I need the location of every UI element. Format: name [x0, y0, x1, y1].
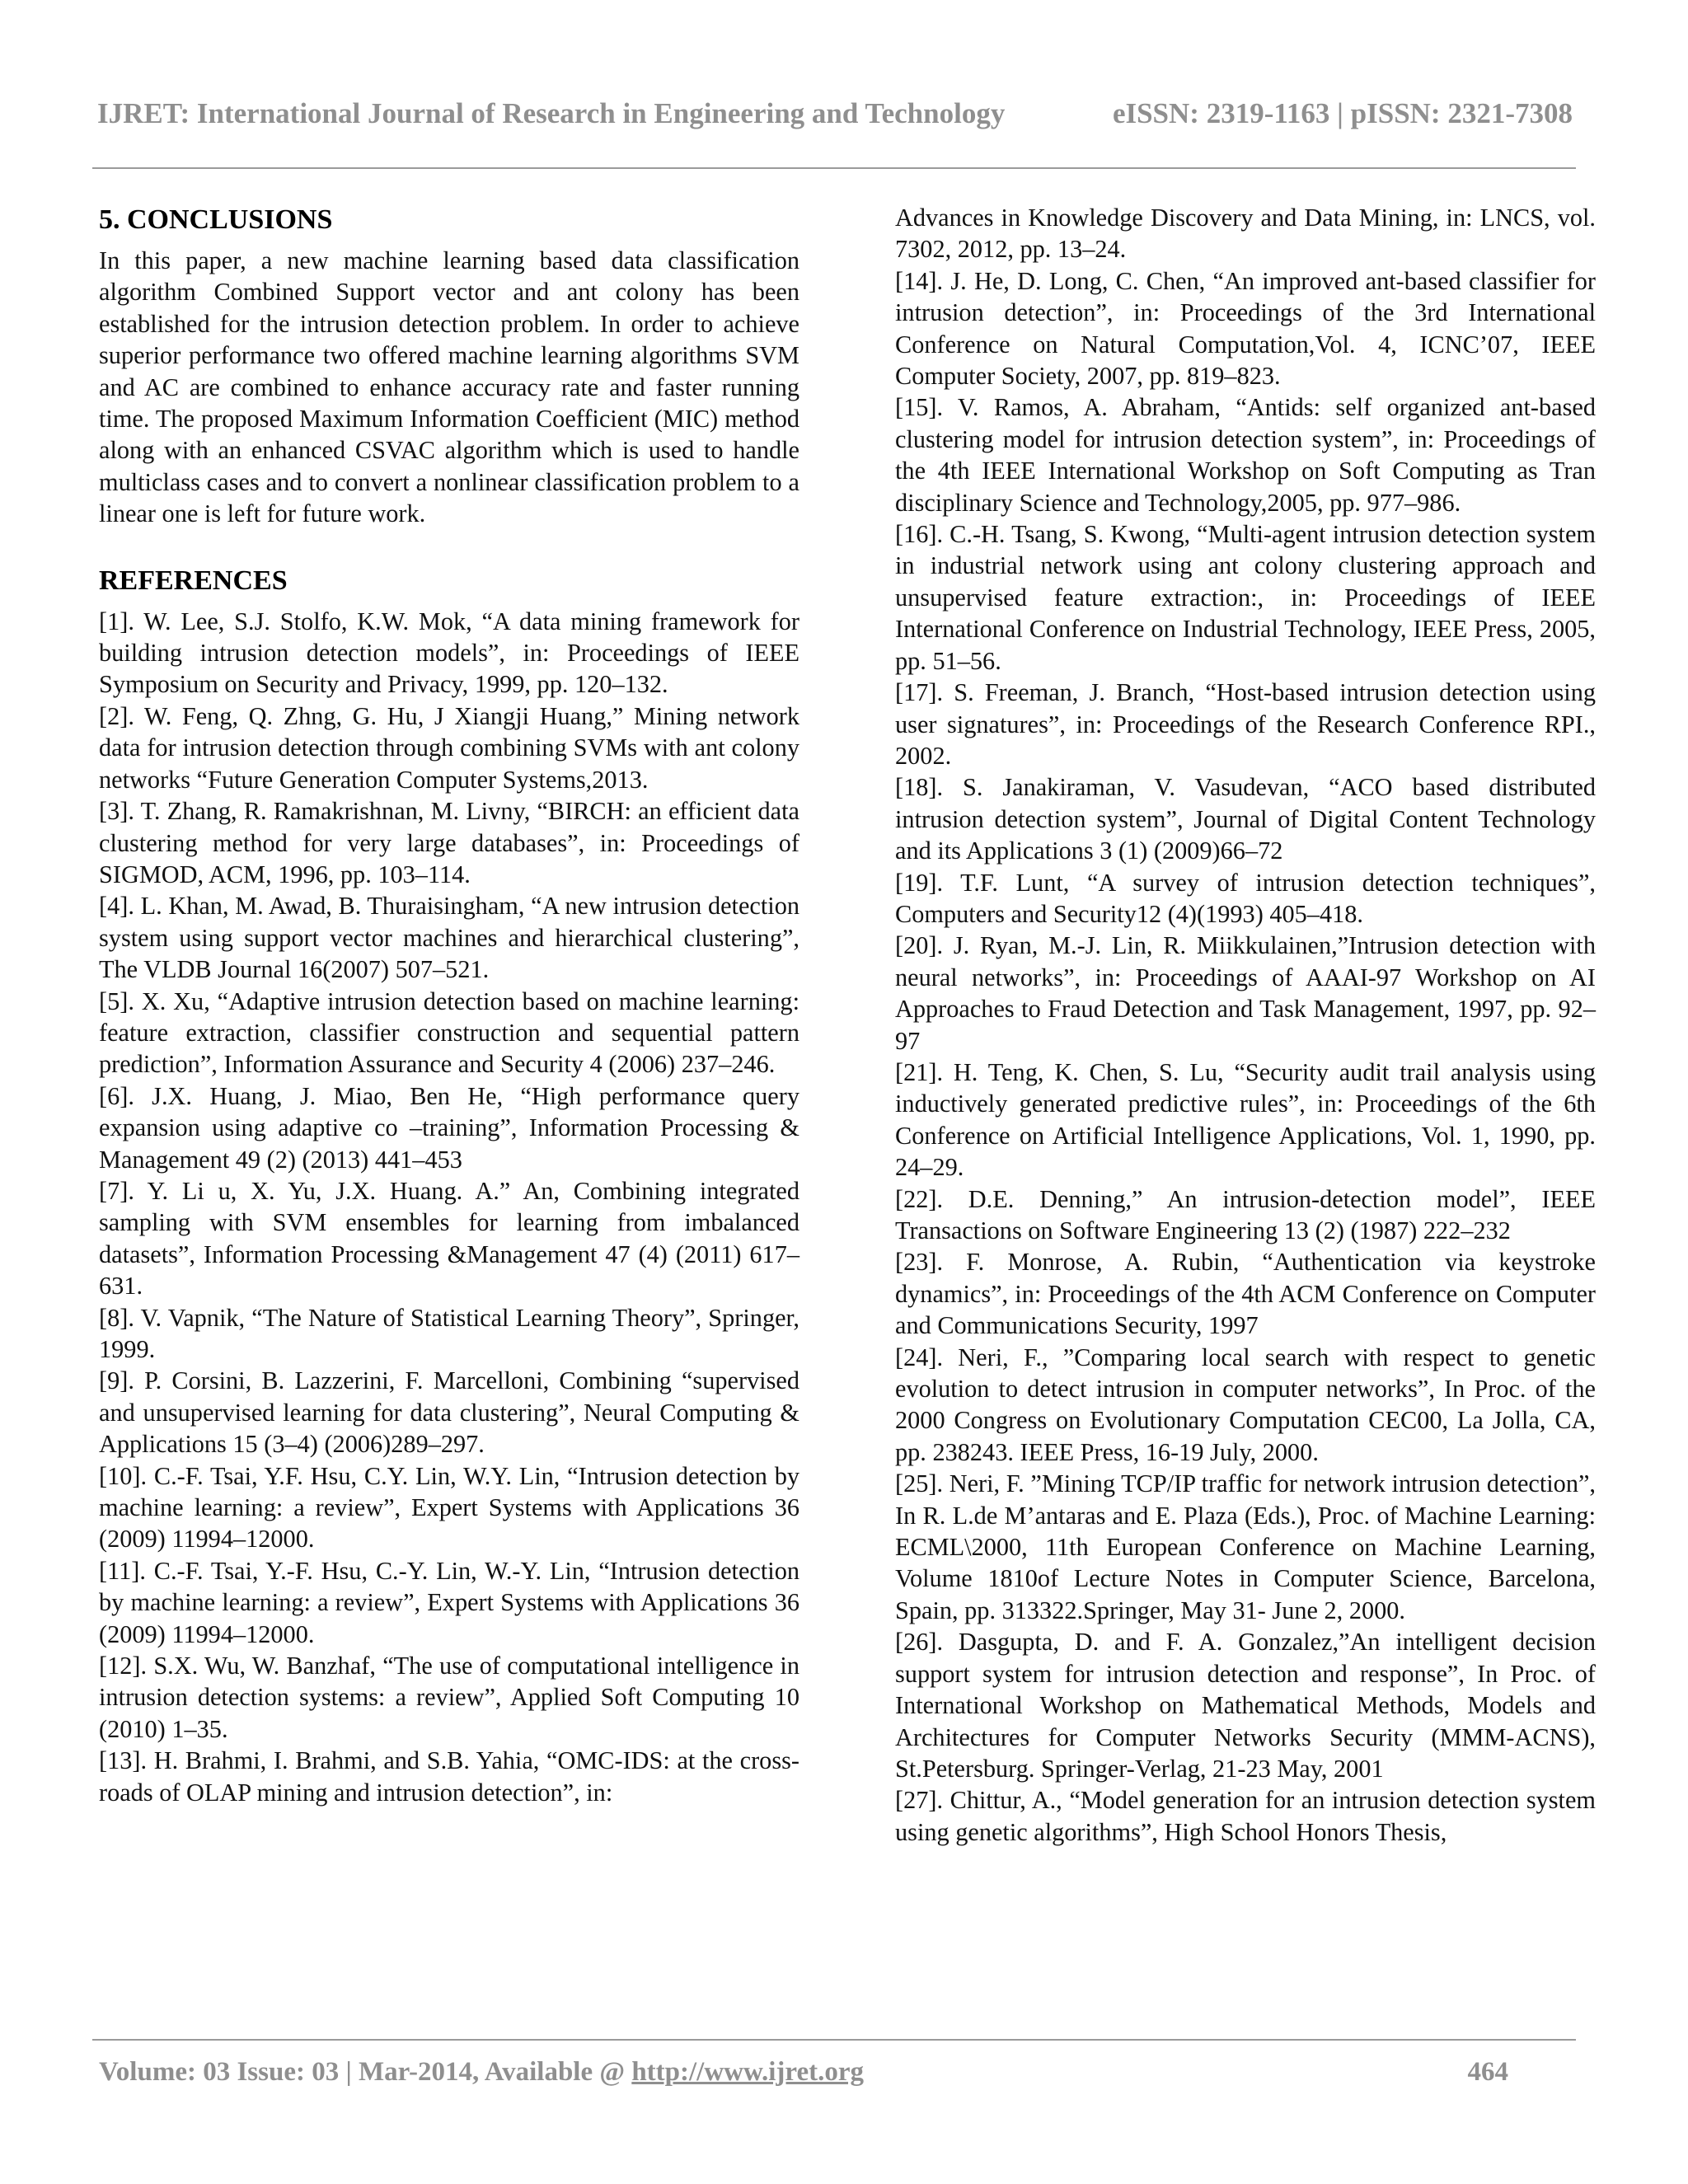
reference-item: [18]. S. Janakiraman, V. Vasudevan, “ACO based distributed intrusion detection system”, Journal of Digital Content Technology and its Applications 3 (1) (2009)66–72: [895, 773, 1596, 865]
conclusions-paragraph: In this paper, a new machine learning based data classification algorithm Combined Support vector and ant colony has been established for the intrusion detection problem. In order to achieve superior performance two offered machine learning algorithms SVM and AC are combined to enhance accuracy rate and faster running time. The proposed Maximum Information Coefficient (MIC) method along with an enhanced CSVAC algorithm which is used to handle multiclass cases and to convert a nonlinear classification problem to a linear one is left for future work.: [99, 246, 799, 528]
reference-item: [17]. S. Freeman, J. Branch, “Host-based intrusion detection using user signatures”, in: Proceedings of the Research Conference RPI., 2002.: [895, 678, 1596, 770]
reference-item: [1]. W. Lee, S.J. Stolfo, K.W. Mok, “A data mining framework for building intrusion detection models”, in: Proceedings of IEEE Symposium on Security and Privacy, 1999, pp. 120–132.: [99, 607, 799, 699]
reference-item: [8]. V. Vapnik, “The Nature of Statistical Learning Theory”, Springer, 1999.: [99, 1303, 799, 1363]
reference-item: [9]. P. Corsini, B. Lazzerini, F. Marcelloni, Combining “supervised and unsupervised learning for data clustering”, Neural Computing & Applications 15 (3–4) (2006)289–297.: [99, 1366, 799, 1459]
reference-item: [10]. C.-F. Tsai, Y.F. Hsu, C.Y. Lin, W.Y. Lin, “Intrusion detection by machine learning: a review”, Expert Systems with Applications 36 (2009) 11994–12000.: [99, 1461, 799, 1554]
reference-item: Advances in Knowledge Discovery and Data Mining, in: LNCS, vol. 7302, 2012, pp. 13–24.: [895, 204, 1596, 264]
left-column: [99, 202, 799, 1808]
conclusions-heading: 5. CONCLUSIONS: [99, 204, 333, 235]
reference-item: [5]. X. Xu, “Adaptive intrusion detection based on machine learning: feature extraction, classifier construction and sequential pattern prediction”, Information Assurance and Security 4 (2006) 237–246.: [99, 987, 799, 1079]
references-heading: REFERENCES: [99, 565, 288, 596]
reference-item: [4]. L. Khan, M. Awad, B. Thuraisingham, “A new intrusion detection system using support vector machines and hierarchical clustering”, The VLDB Journal 16(2007) 507–521.: [99, 892, 799, 984]
volume-text: Volume: 03 Issue: 03 | Mar-2014, Available @: [99, 2057, 632, 2087]
page-footer: [99, 2057, 1508, 2093]
reference-item: [23]. F. Monrose, A. Rubin, “Authentication via keystroke dynamics”, in: Proceedings of the 4th ACM Conference on Computer and Communications Security, 1997: [895, 1248, 1596, 1340]
reference-item: [20]. J. Ryan, M.-J. Lin, R. Miikkulainen,”Intrusion detection with neural networks”, in: Proceedings of AAAI-97 Workshop on AI Approaches to Fraud Detection and Task Management, 1997, pp. 92–97: [895, 931, 1596, 1055]
reference-item: [22]. D.E. Denning,” An intrusion-detection model”, IEEE Transactions on Software Engineering 13 (2) (1987) 222–232: [895, 1184, 1596, 1244]
reference-item: [12]. S.X. Wu, W. Banzhaf, “The use of computational intelligence in intrusion detection systems: a review”, Applied Soft Computing 10 (2010) 1–35.: [99, 1652, 799, 1743]
reference-item: [15]. V. Ramos, A. Abraham, “Antids: self organized ant-based clustering model for intrusion detection system”, in: Proceedings of the 4th IEEE International Workshop on Soft Computing as Tran disciplinary Science and Technology,2005, pp. 977–986.: [895, 393, 1596, 517]
header-divider: [92, 167, 1576, 169]
reference-item: [21]. H. Teng, K. Chen, S. Lu, “Security audit trail analysis using inductively generated predictive rules”, in: Proceedings of the 6th Conference on Artificial Intelligence Applications, Vol. 1, 1990, pp. 24–29.: [895, 1057, 1596, 1182]
reference-item: [6]. J.X. Huang, J. Miao, Ben He, “High performance query expansion using adaptive co –training”, Information Processing & Management 49 (2) (2013) 441–453: [99, 1081, 799, 1174]
page-number: 464: [1467, 2057, 1508, 2087]
journal-url-link[interactable]: http://www.ijret.org: [631, 2057, 864, 2087]
reference-item: [26]. Dasgupta, D. and F. A. Gonzalez,”An intelligent decision support system for intrusion detection and response”, In Proc. of International Workshop on Mathematical Methods, Models and Architectures for Computer Networks Security (MMM-ACNS), St.Petersburg. Springer-Verlag, 21-23 May, 2001: [895, 1628, 1596, 1783]
volume-info: [99, 2057, 864, 2088]
reference-item: [11]. C.-F. Tsai, Y.-F. Hsu, C.-Y. Lin, W.-Y. Lin, “Intrusion detection by machine learning: a review”, Expert Systems with Applications 36 (2009) 11994–12000.: [99, 1556, 799, 1648]
reference-item: [14]. J. He, D. Long, C. Chen, “An improved ant-based classifier for intrusion detection”, in: Proceedings of the 3rd International Conference on Natural Computation,Vol. 4, ICNC’07, IEEE Computer Society, 2007, pp. 819–823.: [895, 266, 1596, 391]
reference-item: [16]. C.-H. Tsang, S. Kwong, “Multi-agent intrusion detection system in industrial network using ant colony clustering approach and unsupervised feature extraction:, in: Proceedings of IEEE International Conference on Industrial Technology, IEEE Press, 2005, pp. 51–56.: [895, 520, 1596, 675]
footer-divider: [92, 2039, 1576, 2041]
reference-item: [25]. Neri, F. ”Mining TCP/IP traffic for network intrusion detection”, In R. L.de M’antaras and E. Plaza (Eds.), Proc. of Machine Learning: ECML\2000, 11th European Conference on Machine Learning, Volume 1810of Lecture Notes in Computer Science, Barcelona, Spain, pp. 313322.Springer, May 31- June 2, 2000.: [895, 1469, 1596, 1624]
reference-item: [2]. W. Feng, Q. Zhng, G. Hu, J Xiangji Huang,” Mining network data for intrusion detection through combining SVMs with ant colony networks “Future Generation Computer Systems,2013.: [99, 701, 799, 794]
reference-item: [24]. Neri, F., ”Comparing local search with respect to genetic evolution to detect intrusion in computer networks”, In Proc. of the 2000 Congress on Evolutionary Computation CEC00, La Jolla, CA, pp. 238243. IEEE Press, 16-19 July, 2000.: [895, 1343, 1596, 1466]
reference-item: [19]. T.F. Lunt, “A survey of intrusion detection techniques”, Computers and Security12 (4)(1993) 405–418.: [895, 868, 1596, 928]
running-header: [97, 97, 1573, 137]
reference-item: [27]. Chittur, A., “Model generation for an intrusion detection system using genetic algorithms”, High School Honors Thesis,: [895, 1786, 1596, 1846]
reference-item: [13]. H. Brahmi, I. Brahmi, and S.B. Yahia, “OMC-IDS: at the cross-roads of OLAP mining and intrusion detection”, in:: [99, 1746, 799, 1807]
reference-item: [7]. Y. Li u, X. Yu, J.X. Huang. A.” An, Combining integrated sampling with SVM ensembles for learning from imbalanced datasets”, Information Processing &Management 47 (4) (2011) 617–631.: [99, 1176, 799, 1301]
right-column: [895, 202, 1596, 1848]
reference-item: [3]. T. Zhang, R. Ramakrishnan, M. Livny, “BIRCH: an efficient data clustering method for very large databases”, in: Proceedings of SIGMOD, ACM, 1996, pp. 103–114.: [99, 797, 799, 888]
issn-label: eISSN: 2319-1163 | pISSN: 2321-7308: [1112, 97, 1573, 129]
journal-name: IJRET: International Journal of Research in Engineering and Technology: [97, 97, 1006, 129]
